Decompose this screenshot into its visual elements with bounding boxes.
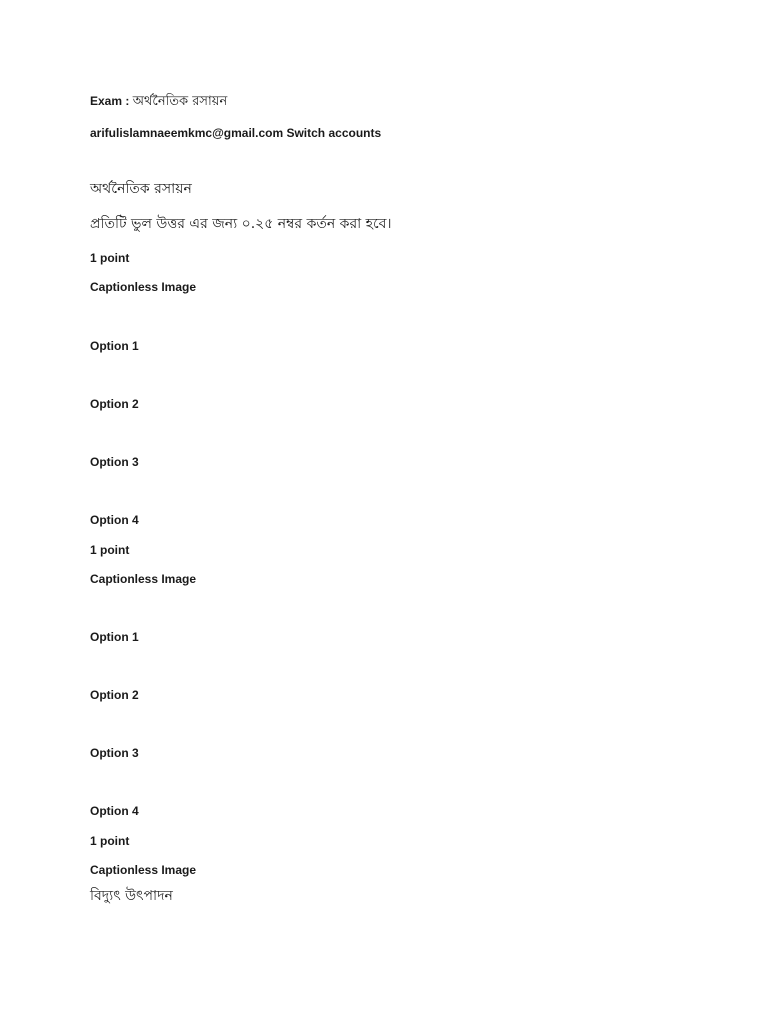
question-2-option-2[interactable]: Option 2 [90, 688, 139, 702]
account-email: arifulislamnaeemkmc@gmail.com [90, 126, 284, 140]
question-2-option-1[interactable]: Option 1 [90, 630, 139, 644]
exam-prefix: Exam : [90, 94, 133, 108]
question-1-image: Captionless Image [90, 280, 197, 294]
question-1-option-4[interactable]: Option 4 [90, 513, 139, 527]
form-description: প্রতিটি ভুল উত্তর এর জন্য ০.২৫ নম্বর কর্তন করা হবে। [90, 216, 392, 232]
question-2-image: Captionless Image [90, 572, 197, 586]
exam-heading [90, 95, 227, 108]
question-1-option-1[interactable]: Option 1 [90, 339, 139, 353]
account-line [90, 127, 381, 139]
form-title: অর্থনৈতিক রসায়ন [90, 181, 192, 197]
question-2-points: 1 point [90, 543, 130, 557]
question-1-option-3[interactable]: Option 3 [90, 455, 139, 469]
question-3-image: Captionless Image [90, 863, 197, 877]
exam-title: অর্থনৈতিক রসায়ন [132, 94, 228, 109]
question-2-option-3[interactable]: Option 3 [90, 746, 139, 760]
question-3-points: 1 point [90, 834, 130, 848]
question-2-option-4[interactable]: Option 4 [90, 804, 139, 818]
question-3-answer-text: বিদ্যুৎ উৎপাদন [90, 888, 173, 904]
question-1-option-2[interactable]: Option 2 [90, 397, 139, 411]
question-1-points: 1 point [90, 251, 130, 265]
switch-accounts-link[interactable]: Switch accounts [286, 126, 382, 140]
